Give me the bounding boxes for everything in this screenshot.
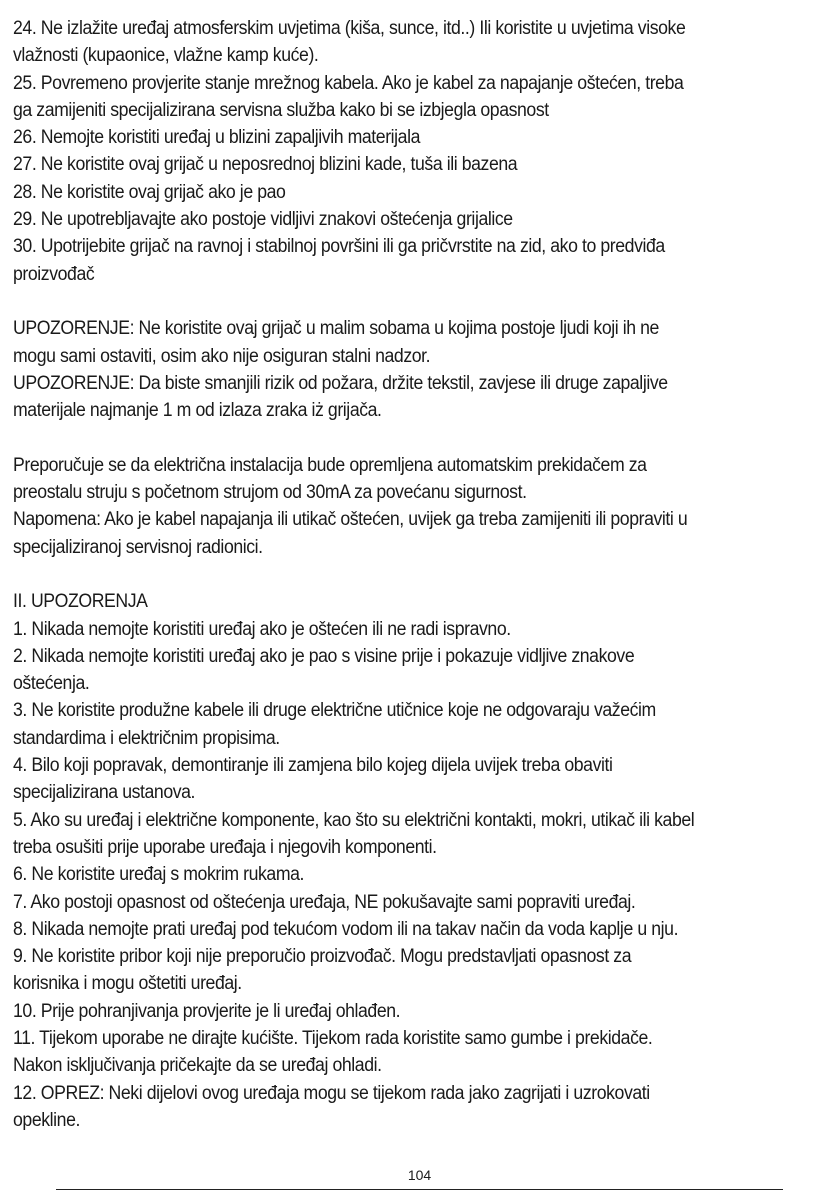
text-line: 7. Ako postoji opasnost od oštećenja uređaja, NE pokušavajte sami popraviti uređaj. [13,891,636,913]
page-number: 104 [407,1167,432,1183]
footer-divider [56,1189,783,1190]
text-line: 1. Nikada nemojte koristiti uređaj ako je oštećen ili ne radi ispravno. [13,618,511,640]
text-line: 6. Ne koristite uređaj s mokrim rukama. [13,864,305,886]
text-line: 4. Bilo koji popravak, demontiranje ili zamjena bilo kojeg dijela uvijek treba obaviti [13,755,613,777]
text-line: treba osušiti prije uporabe uređaja i njegovih komponenti. [13,836,437,858]
text-line: 24. Ne izlažite uređaj atmosferskim uvjetima (kiša, sunce, itd..) Ili koristite u uvjetima visoke [13,18,686,39]
text-line: Napomena: Ako je kabel napajanja ili utikač oštećen, uvijek ga treba zamijeniti ili popraviti u [13,509,688,531]
section-safety-items [13,15,828,288]
text-line: 26. Nemojte koristiti uređaj u blizini zapaljivih materijala [13,127,421,149]
text-line: 27. Ne koristite ovaj grijač u neposrednoj blizini kade, tuša ili bazena [13,154,518,176]
document-page [13,15,828,1134]
text-line: vlažnosti (kupaonice, vlažne kamp kuće). [13,45,319,67]
text-line: standardima i električnim propisima. [13,727,280,749]
text-line: korisnika i mogu oštetiti uređaj. [13,973,242,995]
text-line: 5. Ako su uređaj i električne komponente, kao što su električni kontakti, mokri, utikač ili kabel [13,809,695,831]
text-line: 3. Ne koristite produžne kabele ili druge električne utičnice koje ne odgovaraju važećim [13,700,656,722]
section-recommendation [13,452,828,561]
text-line: 12. OPREZ: Neki dijelovi ovog uređaja mogu se tijekom rada jako zagrijati i uzrokovati [13,1082,650,1104]
text-line: 11. Tijekom uporabe ne dirajte kućište. Tijekom rada koristite samo gumbe i prekidače. [13,1027,653,1049]
text-line: 2. Nikada nemojte koristiti uređaj ako je pao s visine prije i pokazuje vidljive znakove [13,645,635,667]
text-line: specijaliziranoj servisnoj radionici. [13,536,263,558]
text-line: mogu sami ostaviti, osim ako nije osiguran stalni nadzor. [13,345,431,367]
paragraph-gap [13,288,828,315]
text-line: Preporučuje se da električna instalacija bude opremljena automatskim prekidačem za [13,454,647,476]
text-line: 29. Ne upotrebljavajte ako postoje vidljivi znakovi oštećenja grijalice [13,209,513,231]
text-line: 28. Ne koristite ovaj grijač ako je pao [13,181,286,203]
text-line: opekline. [13,1109,80,1131]
text-line: specijalizirana ustanova. [13,782,196,804]
paragraph-gap [13,561,828,588]
text-line: preostalu struju s početnom strujom od 30mA za povećanu sigurnost. [13,482,527,504]
text-line: ga zamijeniti specijalizirana servisna služba kako bi se izbjegla opasnost [13,99,549,121]
paragraph-gap [13,424,828,451]
section-upozorenja-list [13,588,828,1134]
section-warnings [13,315,828,424]
text-line: proizvođač [13,263,95,285]
text-line: Nakon isključivanja pričekajte da se uređaj ohladi. [13,1055,382,1077]
text-line: 30. Upotrijebite grijač na ravnoj i stabilnoj površini ili ga pričvrstite na zid, ako to predviđa [13,236,665,258]
text-line: 25. Povremeno provjerite stanje mrežnog kabela. Ako je kabel za napajanje oštećen, treba [13,72,684,94]
section-heading: II. UPOZORENJA [13,591,148,613]
text-line: materijale najmanje 1 m od izlaza zraka iż grijača. [13,400,382,422]
text-line: UPOZORENJE: Da biste smanjili rizik od požara, držite tekstil, zavjese ili druge zapaljive [13,372,668,394]
text-line: 9. Ne koristite pribor koji nije preporučio proizvođač. Mogu predstavljati opasnost za [13,946,632,968]
text-line: oštećenja. [13,673,90,695]
text-line: 8. Nikada nemojte prati uređaj pod tekućom vodom ili na takav način da voda kaplje u nju. [13,918,679,940]
text-line: 10. Prije pohranjivanja provjerite je li uređaj ohlađen. [13,1000,401,1022]
text-line: UPOZORENJE: Ne koristite ovaj grijač u malim sobama u kojima postoje ljudi koji ih ne [13,318,659,340]
